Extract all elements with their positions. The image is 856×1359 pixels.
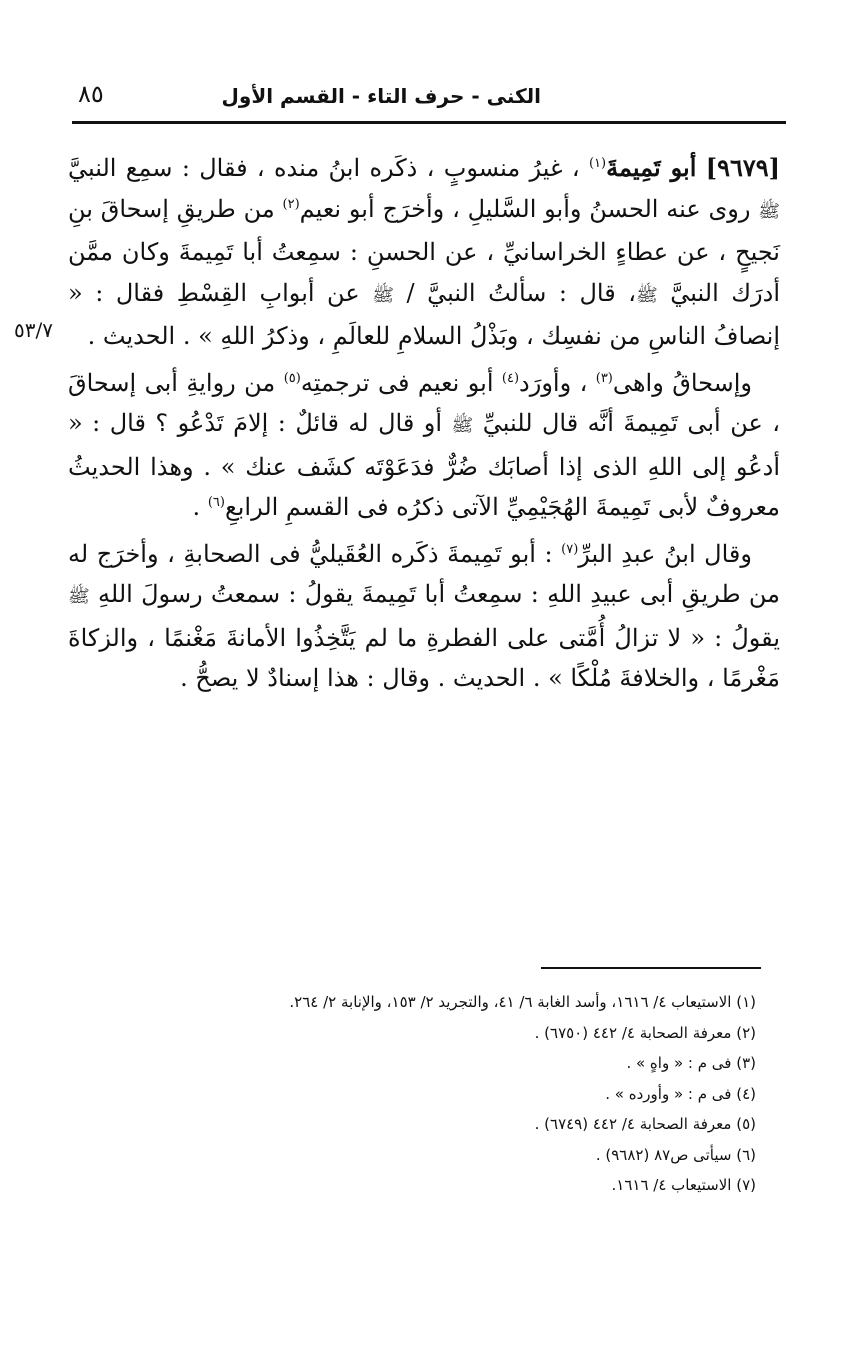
salla-symbol: ﷺ <box>68 586 90 607</box>
paragraph-ibn-abd-albarr <box>68 534 780 699</box>
footnote-marker: (٦) <box>207 495 225 510</box>
footnote-marker: (٤) <box>501 370 520 386</box>
text-run: عن أبوابِ القِسْطِ فقال : « إنصافُ الناسِ من نفسِك ، وبَذْلُ السلامِ للعالَمِ ، وذكرُ اللهِ » . الحديث . <box>68 278 780 350</box>
footnote-4: (٤) فى م : « وأورده » . <box>605 1084 756 1103</box>
text-run: أو قال له قائلٌ : إلامَ تَدْعُو ؟ قال : « أدعُو إلى اللهِ الذى إذا أصابَك ضُرٌّ فدَعَوْتَه كشَف عنك » . وهذا الحديثُ معروفٌ لأبى تَمِيمةَ الهُجَيْمِيِّ الآتى ذكرُه فى القسمِ الرابعِ <box>68 409 780 521</box>
header-rule <box>72 121 786 124</box>
footnote-2: (٢) معرفة الصحابة ٤/ ٤٤٢ (٦٧٥٠) . <box>534 1023 756 1042</box>
text-run: ، قال : سألتُ النبيَّ / <box>406 278 636 307</box>
page-number: ٨٥ <box>78 80 104 108</box>
footnote-marker: (٧) <box>561 541 579 557</box>
footnote-rule <box>541 967 761 969</box>
footnote-6: (٦) سيأتى ص٨٧ (٩٦٨٢) . <box>595 1145 756 1164</box>
footnote-3: (٣) فى م : « واهٍ » . <box>626 1054 756 1072</box>
text-run: روى عنه الحسنُ وأبو السَّليلِ ، وأخرَج أبو نعيم <box>299 194 751 223</box>
salla-symbol: ﷺ <box>636 284 658 306</box>
paragraph-ishaq <box>68 363 780 528</box>
salla-symbol: ﷺ <box>758 200 780 222</box>
text-run: من طريقِ إسحاقَ بنِ نَجيحٍ ، عن عطاءٍ الخراسانيِّ ، عن الحسنِ : سمِعتُ أبا تَمِيمةَ وكان ممَّن أدرَك النبيَّ <box>68 194 780 307</box>
salla-symbol: ﷺ <box>372 284 394 306</box>
text-run: أبو نعيم فى ترجمتِه <box>300 368 494 397</box>
text-run: وإسحاقُ واهى <box>612 368 752 397</box>
salla-symbol: ﷺ <box>451 415 474 436</box>
text-run: . <box>192 493 201 521</box>
footnote-marker: (٥) <box>283 370 301 386</box>
running-header-title: الكنى - حرف التاء - القسم الأول <box>221 84 541 108</box>
entry-number: [٩٦٧٩] <box>705 153 780 182</box>
paragraph-entry <box>68 148 780 357</box>
running-header <box>70 80 786 116</box>
text-run: : أبو تَمِيمةَ ذكَره العُقَيليُّ فى الصحابةِ ، وأخرَج له من طريقِ أبى عبيدِ اللهِ : سمِعتُ أبا تَمِيمةَ يقولُ : سمعتُ رسولَ اللهِ <box>68 539 780 608</box>
footnote-7: (٧) الاستيعاب ٤/ ١٦١٦. <box>611 1176 756 1194</box>
footnote-1: (١) الاستيعاب ٤/ ١٦١٦، وأسد الغابة ٦/ ٤١، والتجريد ٢/ ١٥٣، والإنابة ٢/ ٢٦٤. <box>289 993 756 1011</box>
footnote-5: (٥) معرفة الصحابة ٤/ ٤٤٢ (٦٧٤٩) . <box>534 1115 756 1133</box>
text-run: ، وأورَد <box>519 368 588 397</box>
text-run: يقولُ : « لا تزالُ أُمَّتى على الفطرةِ ما لم يَتَّخِذُوا الأمانةَ مَغْنمًا ، والزكاةَ مَغْرمًا ، والخلافةَ مُلْكًا » . الحديث . وقال : هذا إسنادٌ لا يصحُّ . <box>68 623 780 692</box>
entry-name: أبو تَمِيمةَ <box>606 153 697 182</box>
text-run: ، غيرُ منسوبٍ ، ذكَره ابنُ منده ، فقال : سمِع النبيَّ <box>68 154 580 182</box>
footnotes <box>56 987 756 1201</box>
footnote-marker: (١) <box>588 156 607 171</box>
text-run: من روايةِ أبى إسحاقَ ، عن أبى تَمِيمةَ أنَّه قال للنبيِّ <box>68 368 781 437</box>
margin-reference: ٥٣/٧ <box>14 318 53 342</box>
main-text <box>68 148 780 705</box>
footnote-marker: (٢) <box>282 196 300 212</box>
footnote-marker: (٣) <box>595 370 613 386</box>
text-run: وقال ابنُ عبدِ البرِّ <box>578 539 752 568</box>
